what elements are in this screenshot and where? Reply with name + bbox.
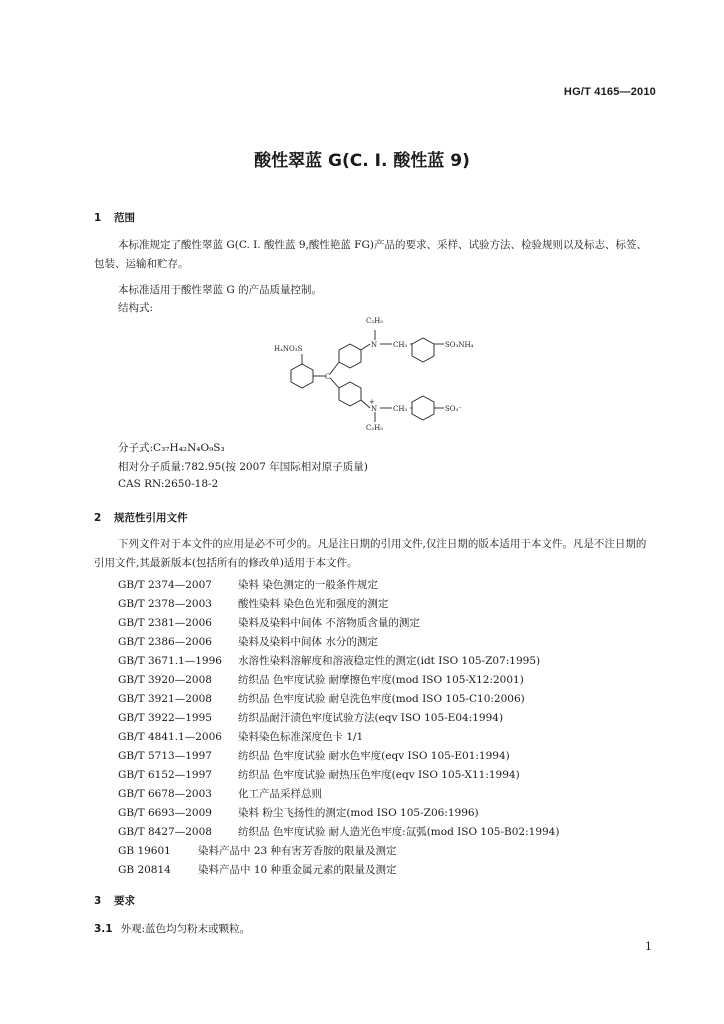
- ref-code: GB/T 4841.1—2006: [118, 731, 222, 743]
- list-item: [118, 709, 559, 728]
- label-bottom-so3: SO₃⁻: [445, 405, 463, 413]
- ref-code: GB/T 3922—1995: [118, 712, 212, 724]
- label-top-n: N: [371, 341, 378, 349]
- cas-number: CAS RN:2650-18-2: [118, 478, 219, 490]
- ref-code: GB/T 8427—2008: [118, 826, 212, 838]
- ref-title: 纺织品 色牢度试验 耐皂洗色牢度(mod ISO 105-C10:2006): [238, 693, 525, 705]
- molecular-formula: 分子式:C₃₇H₄₂N₄O₉S₃: [118, 442, 225, 454]
- ref-code: GB/T 3921—2008: [118, 693, 212, 705]
- ref-code: GB/T 6152—1997: [118, 769, 212, 781]
- molecular-mass: 相对分子质量:782.95(按 2007 年国际相对原子质量): [118, 461, 368, 473]
- list-item: [118, 804, 559, 823]
- label-bottom-n: N: [371, 405, 378, 413]
- label-top-ch2: CH₂: [393, 341, 408, 349]
- section-title: 范围: [114, 212, 135, 224]
- ref-title: 纺织品耐汗渍色牢度试验方法(eqv ISO 105-E04:1994): [238, 712, 504, 724]
- requirement-3-1: [94, 921, 250, 936]
- list-item: [118, 595, 559, 614]
- document-title: 酸性翠蓝 G(C. I. 酸性蓝 9): [254, 151, 470, 171]
- ref-code: GB/T 2386—2006: [118, 636, 212, 648]
- ref-title: 纺织品 色牢度试验 耐水色牢度(eqv ISO 105-E01:1994): [238, 750, 510, 762]
- list-item: [118, 823, 559, 842]
- section-title: 规范性引用文件: [114, 512, 188, 524]
- ref-title: 染料产品中 23 种有害芳香胺的限量及测定: [198, 845, 397, 857]
- structure-label: 结构式:: [118, 302, 154, 314]
- list-item: [118, 652, 559, 671]
- scope-applicability: 本标准适用于酸性翠蓝 G 的产品质量控制。: [118, 284, 323, 296]
- section-3-heading: [94, 893, 135, 908]
- ref-title: 酸性染料 染色色光和强度的测定: [238, 598, 389, 610]
- ref-code: GB 20814: [118, 864, 171, 876]
- reference-list: [118, 576, 559, 880]
- ref-title: 染料产品中 10 种重金属元素的限量及测定: [198, 864, 397, 876]
- scope-paragraph: [94, 236, 656, 273]
- label-top-ethyl: C₂H₅: [366, 317, 384, 325]
- ref-code: GB/T 5713—1997: [118, 750, 212, 762]
- ref-title: 染料染色标准深度色卡 1/1: [238, 731, 364, 743]
- list-item: [118, 633, 559, 652]
- ref-code: GB/T 2381—2006: [118, 617, 212, 629]
- label-bottom-ch2: CH₂: [393, 405, 408, 413]
- label-top-so3nh4: SO₃NH₄: [445, 341, 474, 349]
- ref-code: GB/T 2374—2007: [118, 579, 212, 591]
- ref-code: GB/T 3920—2008: [118, 674, 212, 686]
- list-item: [118, 728, 559, 747]
- list-item: [118, 690, 559, 709]
- label-center-c: C: [325, 373, 331, 381]
- section-2-heading: [94, 510, 188, 525]
- ref-title: 水溶性染料溶解度和溶液稳定性的测定(idt ISO 105-Z07:1995): [238, 655, 541, 667]
- ref-code: GB/T 3671.1—1996: [118, 655, 222, 667]
- scope-text: 本标准规定了酸性翠蓝 G(C. I. 酸性蓝 9,酸性艳蓝 FG)产品的要求、采样、试验方法、检验规则以及标志、标签、包装、运输和贮存。: [94, 239, 647, 270]
- ref-code: GB/T 2378—2003: [118, 598, 212, 610]
- list-item: [118, 671, 559, 690]
- clause-number: 3.1: [94, 923, 113, 935]
- ref-title: 纺织品 色牢度试验 耐人造光色牢度:氙弧(mod ISO 105-B02:1994): [238, 826, 560, 838]
- standard-code: HG/T 4165—2010: [563, 86, 656, 98]
- label-left-so3: H₄NO₃S: [274, 345, 303, 353]
- section-number: 1: [94, 212, 102, 224]
- label-bottom-ethyl: C₂H₅: [366, 424, 384, 432]
- list-item: [118, 785, 559, 804]
- ref-title: 化工产品采样总则: [238, 788, 322, 800]
- label-plus: +: [369, 398, 375, 406]
- ref-code: GB 19601: [118, 845, 171, 857]
- list-item: [118, 842, 559, 861]
- ref-title: 染料及染料中间体 水分的测定: [238, 636, 378, 648]
- ref-title: 染料 染色测定的一般条件规定: [238, 579, 378, 591]
- ref-title: 纺织品 色牢度试验 耐热压色牢度(eqv ISO 105-X11:1994): [238, 769, 520, 781]
- list-item: [118, 861, 559, 880]
- list-item: [118, 576, 559, 595]
- list-item: [118, 747, 559, 766]
- ref-title: 纺织品 色牢度试验 耐摩擦色牢度(mod ISO 105-X12:2001): [238, 674, 524, 686]
- clause-text: 外观:蓝色均匀粉末或颗粒。: [120, 923, 251, 935]
- ref-code: GB/T 6678—2003: [118, 788, 212, 800]
- ref-title: 染料 粉尘飞扬性的测定(mod ISO 105-Z06:1996): [238, 807, 479, 819]
- section-1-heading: [94, 210, 135, 225]
- page-number: 1: [645, 940, 652, 953]
- list-item: [118, 614, 559, 633]
- section-number: 2: [94, 512, 102, 524]
- structural-formula: [260, 312, 510, 434]
- ref-title: 染料及染料中间体 不溶物质含量的测定: [238, 617, 420, 629]
- section-title: 要求: [114, 895, 135, 907]
- ref-code: GB/T 6693—2009: [118, 807, 212, 819]
- list-item: [118, 766, 559, 785]
- section-number: 3: [94, 895, 102, 907]
- references-intro: [94, 535, 656, 572]
- references-intro-text: 下列文件对于本文件的应用是必不可少的。凡是注日期的引用文件,仅注日期的版本适用于本文件。凡是不注日期的引用文件,其最新版本(包括所有的修改单)适用于本文件。: [94, 538, 647, 569]
